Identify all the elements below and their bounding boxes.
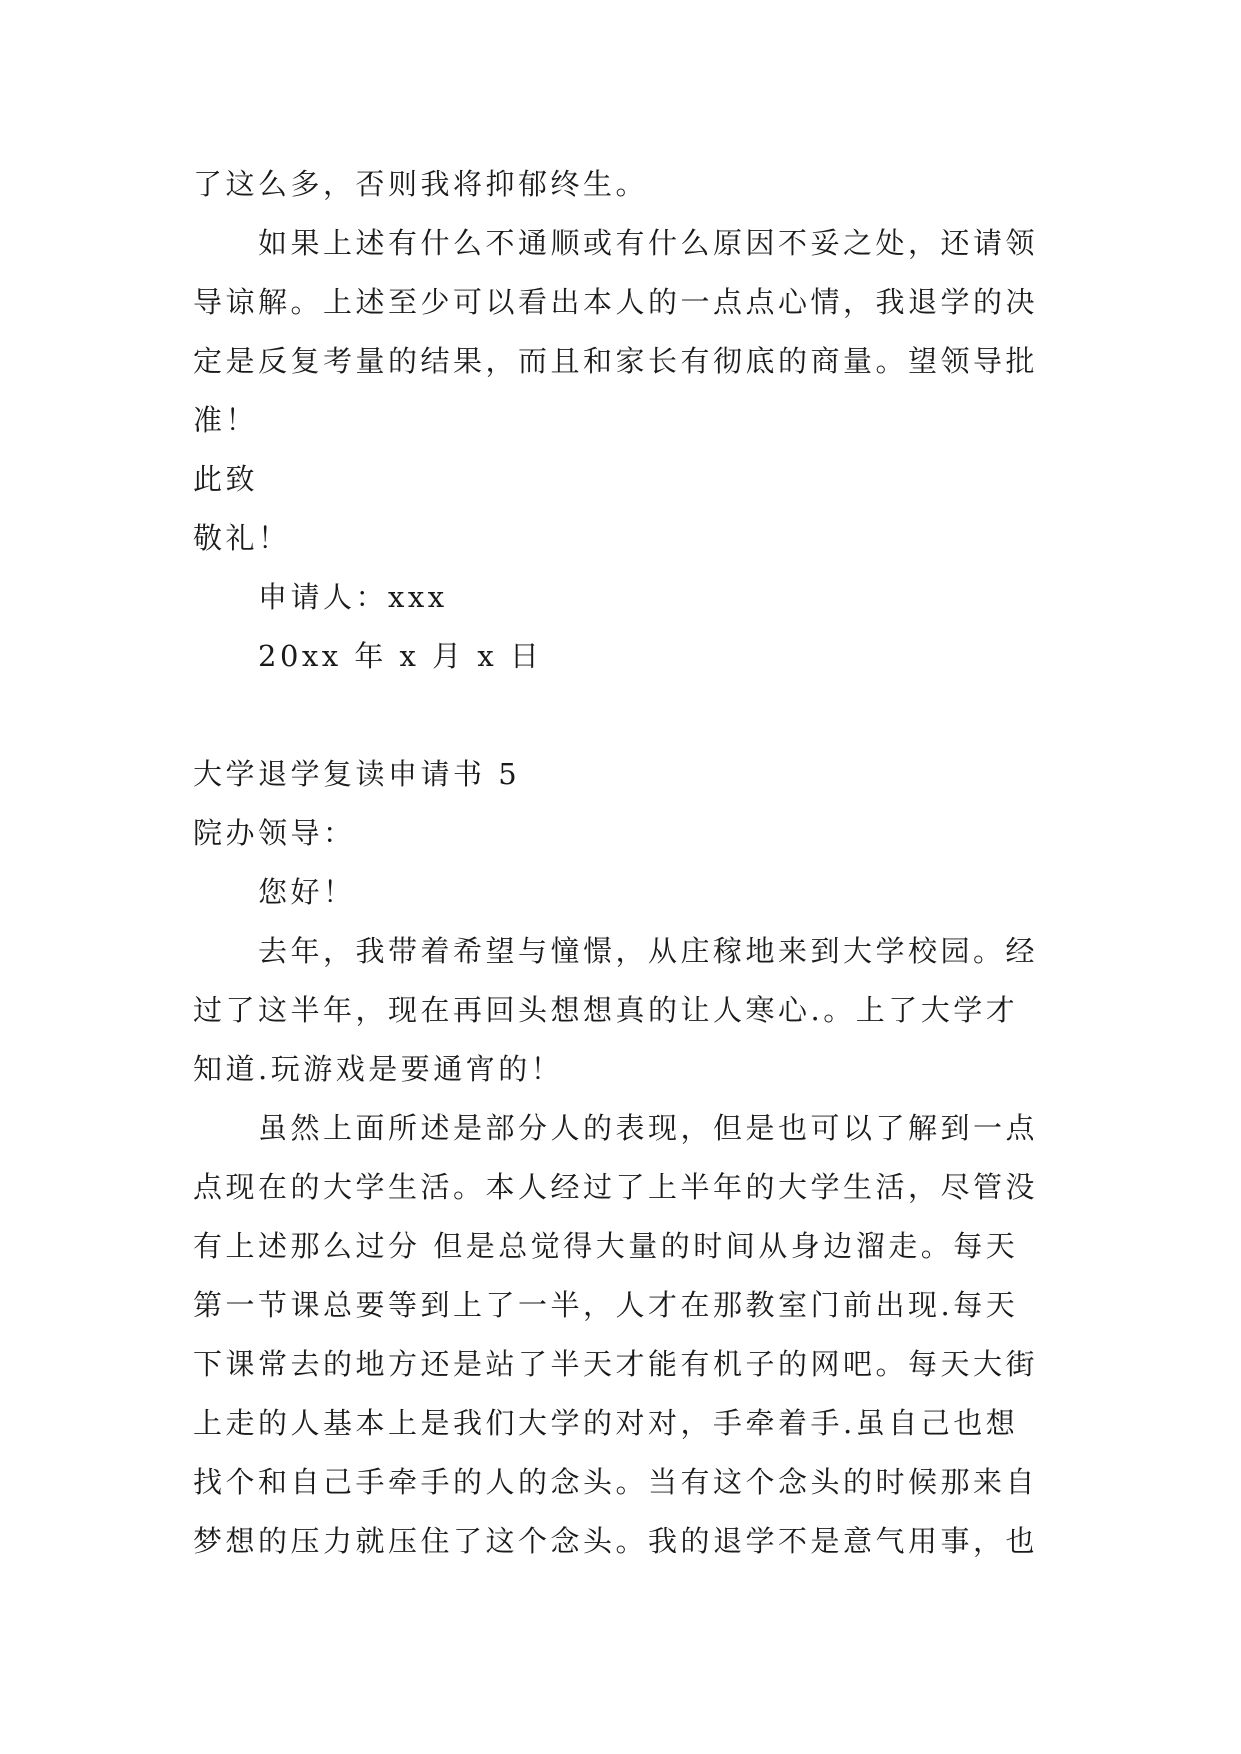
signature-applicant: 申请人：xxx [258, 580, 448, 614]
salutation-jingli: 敬礼！ [193, 521, 291, 555]
body-paragraph-2-line: 找个和自己手牵手的人的念头。当有这个念头的时候那来自 [193, 1465, 1039, 1499]
closing-paragraph-line: 定是反复考量的结果，而且和家长有彻底的商量。望领导批 [193, 344, 1039, 378]
closing-paragraph-line: 如果上述有什么不通顺或有什么原因不妥之处，还请领 [258, 226, 1039, 260]
body-paragraph-2-line: 虽然上面所述是部分人的表现，但是也可以了解到一点 [258, 1111, 1039, 1145]
body-paragraph-2-line: 下课常去的地方还是站了半天才能有机子的网吧。每天大街 [193, 1347, 1039, 1381]
signature-date: 20xx 年 x 月 x 日 [258, 639, 543, 673]
body-paragraph-2-line: 梦想的压力就压住了这个念头。我的退学不是意气用事，也 [193, 1524, 1039, 1558]
letter-title: 大学退学复读申请书 5 [193, 757, 521, 791]
body-paragraph-2-line: 第一节课总要等到上了一半，人才在那教室门前出现.每天 [193, 1288, 1019, 1322]
body-paragraph-2-line: 有上述那么过分 但是总觉得大量的时间从身边溜走。每天 [193, 1229, 1019, 1263]
closing-paragraph-line: 导谅解。上述至少可以看出本人的一点点心情，我退学的决 [193, 285, 1039, 319]
continuation-line: 了这么多，否则我将抑郁终生。 [193, 167, 649, 201]
salutation-cizhi: 此致 [193, 462, 259, 496]
closing-paragraph-line: 准！ [193, 403, 259, 437]
body-paragraph-1-line: 过了这半年，现在再回头想想真的让人寒心.。上了大学才 [193, 993, 1019, 1027]
body-paragraph-2-line: 上走的人基本上是我们大学的对对，手牵着手.虽自己也想 [193, 1406, 1019, 1440]
body-paragraph-2-line: 点现在的大学生活。本人经过了上半年的大学生活，尽管没 [193, 1170, 1039, 1204]
letter-greeting: 您好！ [258, 875, 356, 909]
letter-recipient: 院办领导： [193, 816, 356, 850]
body-paragraph-1-line: 知道.玩游戏是要通宵的！ [193, 1052, 564, 1086]
body-paragraph-1-line: 去年，我带着希望与憧憬，从庄稼地来到大学校园。经 [258, 934, 1039, 968]
